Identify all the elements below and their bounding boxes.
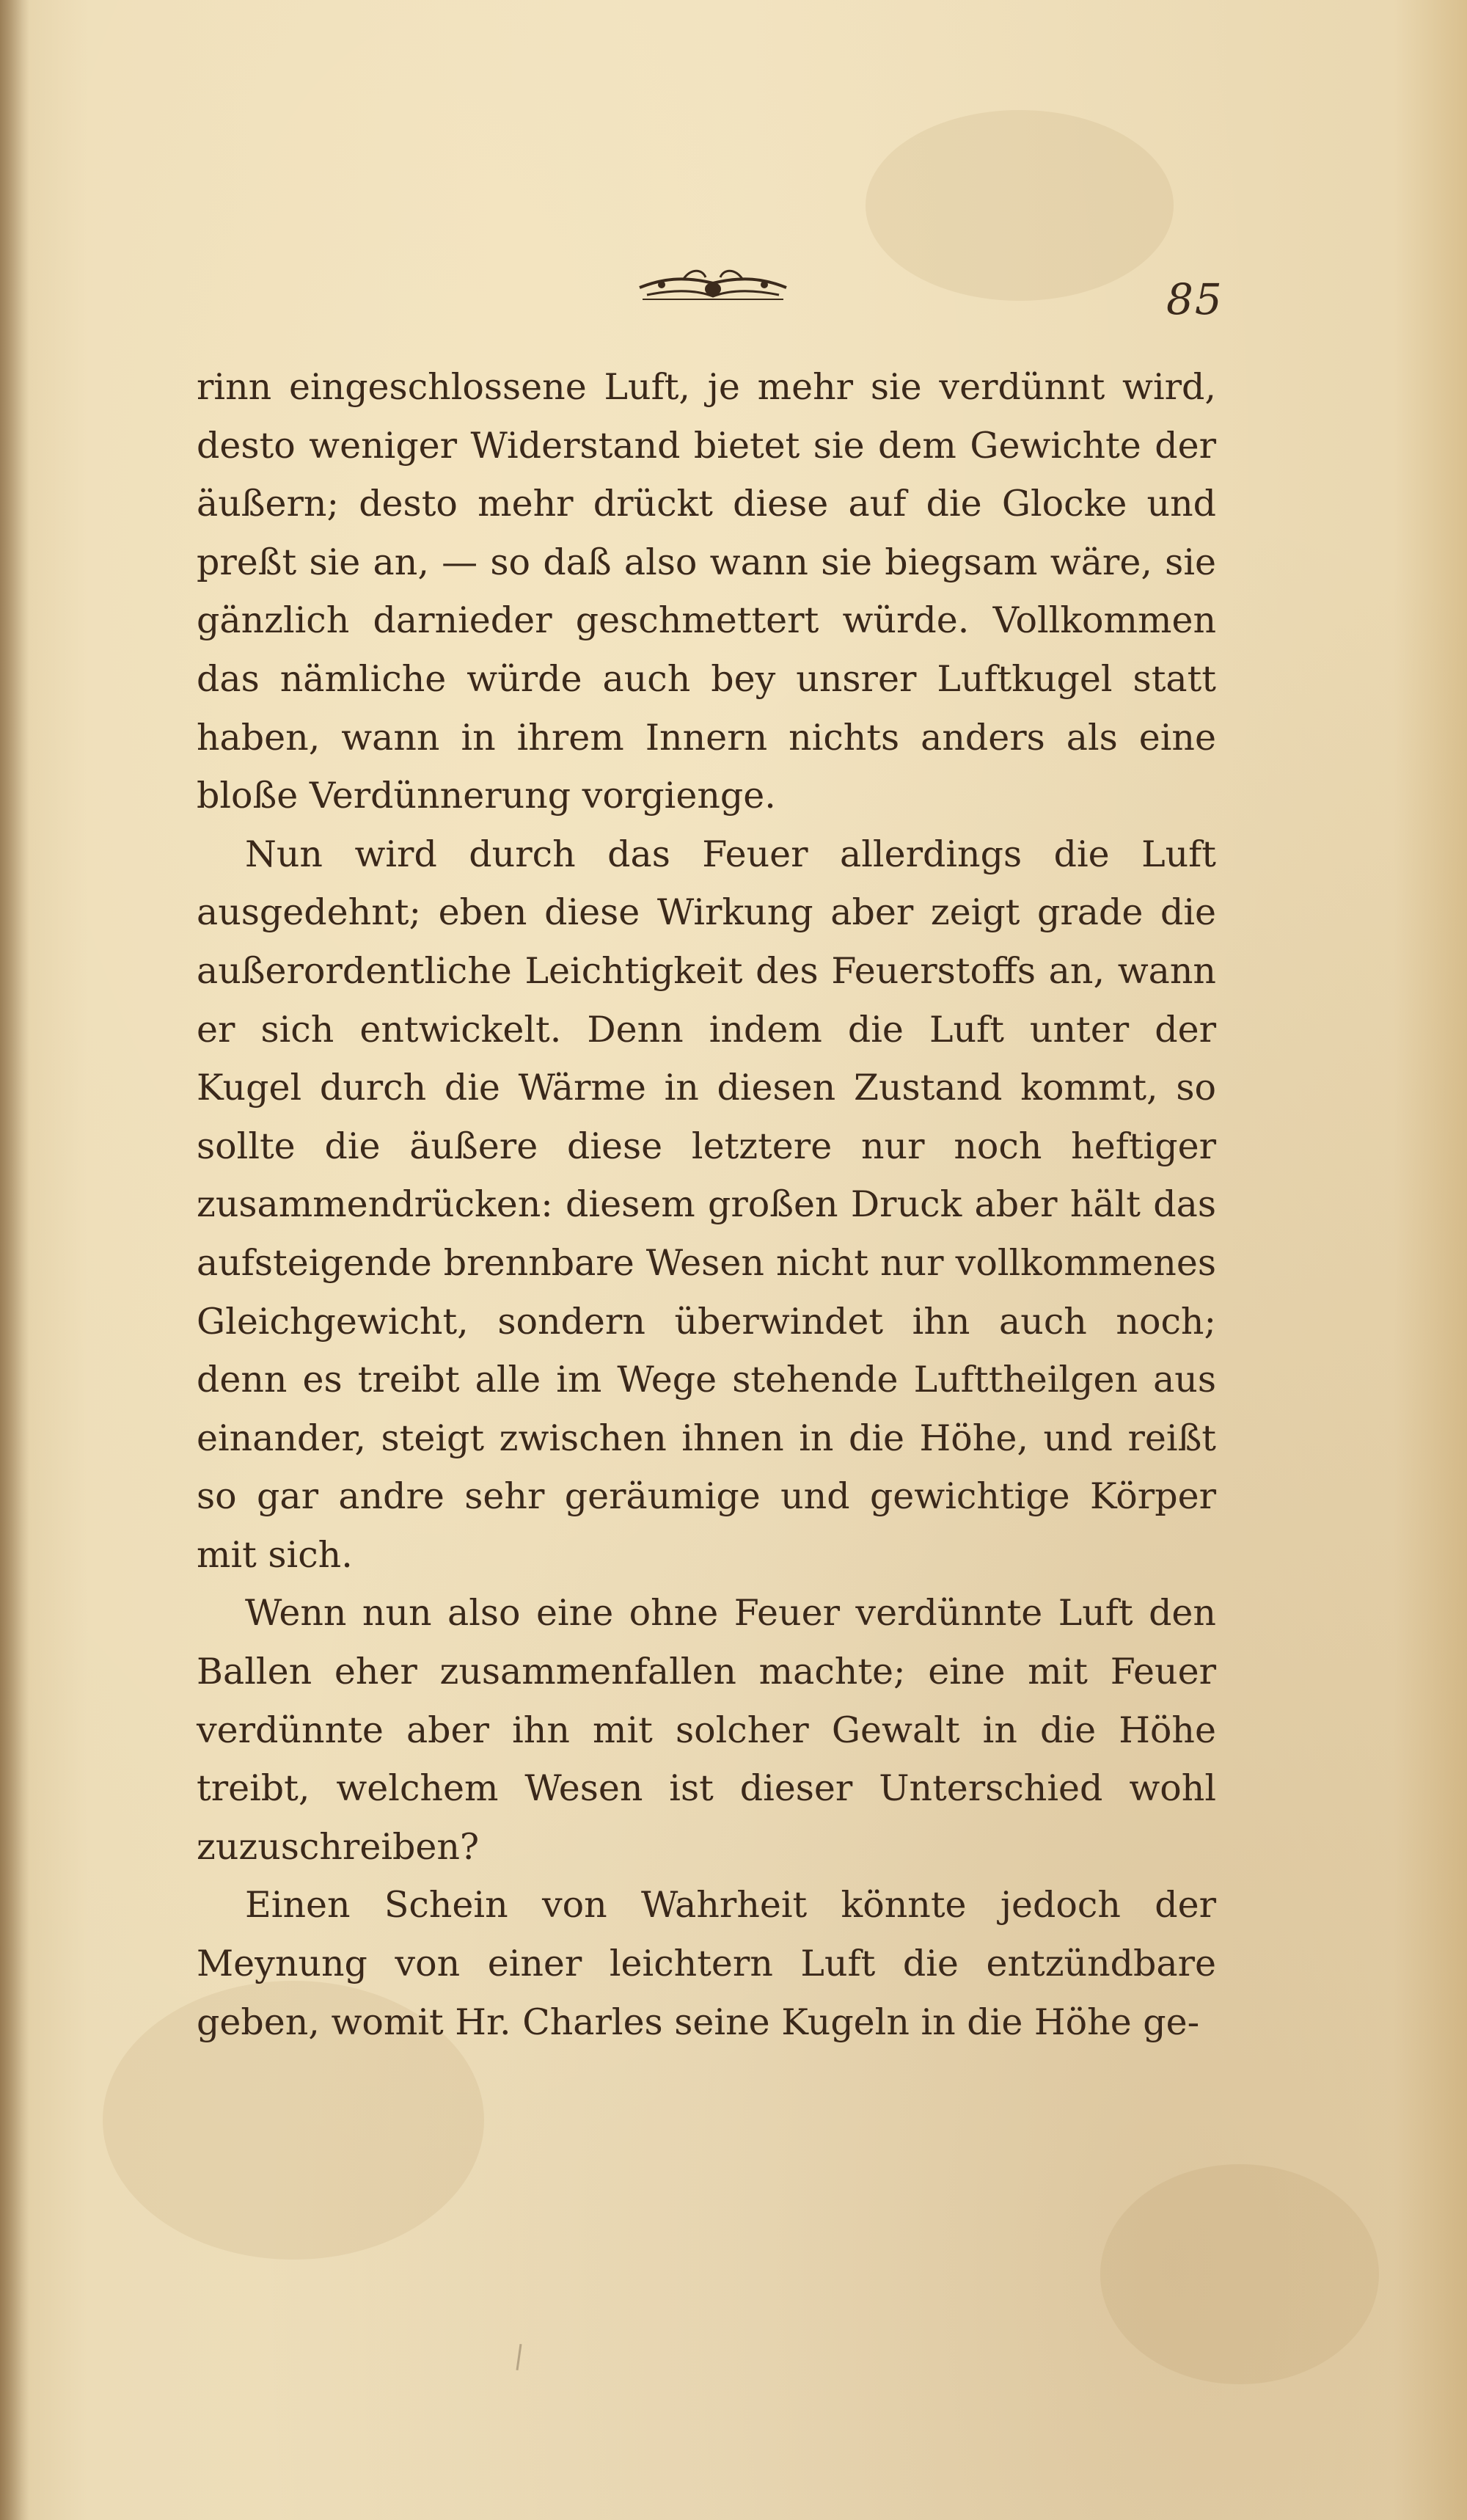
gutter-shadow	[0, 0, 29, 2520]
page-header	[0, 249, 1467, 323]
body-text	[197, 358, 1216, 2051]
paragraph-3: Wenn nun also eine ohne Feuer verdünnte Luft den Ballen eher zusammenfallen machte; eine mit Feuer verdünnte aber ihn mit solcher Gewalt in die Höhe treibt, welchem Wesen ist dieser Unterschied wohl zuzuschreiben?	[197, 1592, 1216, 1868]
paragraph-1: rinn eingeschlossene Luft, je mehr sie verdünnt wird, desto weniger Widerstand bietet sie dem Gewichte der äußern; desto mehr drückt diese auf die Glocke und preßt sie an, — so daß also wann sie biegsam wäre, sie gänzlich darnieder geschmettert würde. Vollkommen das nämliche würde auch bey unsrer Luftkugel statt haben, wann in ihrem Innern nichts anders als eine bloße Verdünnerung vorgienge.	[197, 366, 1216, 817]
paragraph-4: Einen Schein von Wahrheit könnte jedoch der Meynung von einer leichtern Luft die entzündbare geben, womit Hr. Charles seine Kugeln in die Höhe ge-	[197, 1884, 1216, 2043]
paper-stain	[1100, 2164, 1379, 2384]
ink-mark	[516, 2344, 522, 2370]
page-number: 85	[1166, 274, 1223, 324]
paragraph-2: Nun wird durch das Feuer allerdings die Luft ausgedehnt; eben diese Wirkung aber zeigt grade die außerordentliche Leichtigkeit des Feuerstoffs an, wann er sich entwickelt. Denn indem die Luft unter der Kugel durch die Wärme in diesen Zustand kommt, so sollte die äußere diese letztere nur noch heftiger zusammendrücken: diesem großen Druck aber hält das aufsteigende brennbare Wesen nicht nur vollkommenes Gleichgewicht, sondern überwindet ihn auch noch; denn es treibt alle im Wege stehende Lufttheilgen aus einander, steigt zwischen ihnen in die Höhe, und reißt so gar andre sehr geräumige und gewichtige Körper mit sich.	[197, 833, 1216, 1576]
printer-ornament-icon	[632, 263, 794, 307]
